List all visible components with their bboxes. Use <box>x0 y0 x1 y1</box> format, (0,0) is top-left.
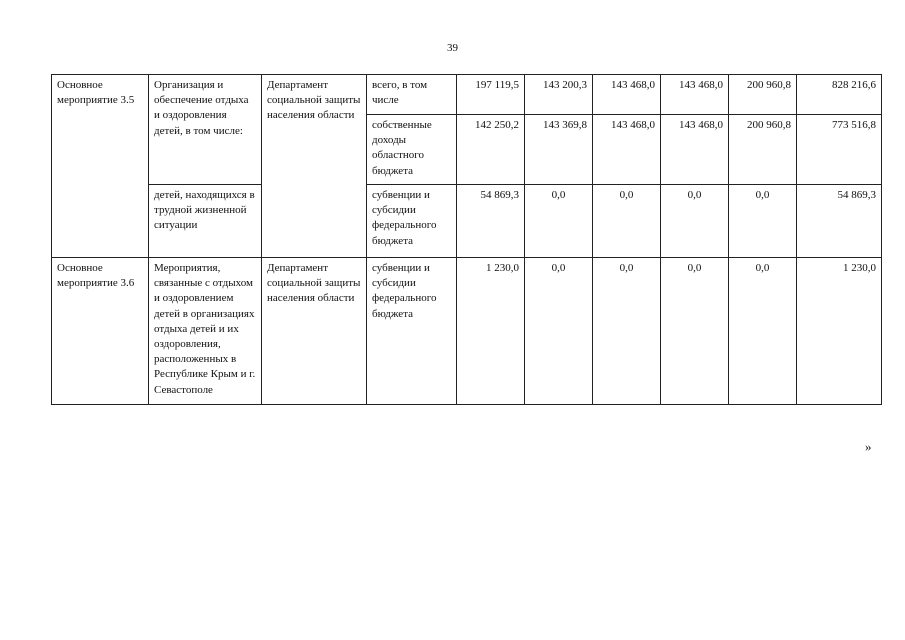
value-cell: 828 216,6 <box>797 75 882 115</box>
table-row <box>52 258 882 405</box>
value-cell: 142 250,2 <box>457 115 525 185</box>
table-row <box>52 185 882 258</box>
activity-cell: Основное мероприятие 3.6 <box>52 258 149 405</box>
value-cell: 143 369,8 <box>525 115 593 185</box>
closing-quote: » <box>865 439 872 454</box>
value-cell: 54 869,3 <box>797 185 882 258</box>
executor-cell: Департамент социальной защиты населения области <box>262 258 367 405</box>
table-row <box>52 75 882 115</box>
activity-name-cell: Организация и обеспечение отдыха и оздоровления детей, в том числе: <box>149 75 262 185</box>
value-cell: 0,0 <box>593 258 661 405</box>
executor-cell: Департамент социальной защиты населения области <box>262 75 367 258</box>
value-cell: 0,0 <box>525 258 593 405</box>
page-number: 39 <box>447 42 458 54</box>
value-cell: 143 468,0 <box>593 115 661 185</box>
value-cell: 143 200,3 <box>525 75 593 115</box>
activity-name-cell: Мероприятия, связанные с отдыхом и оздоровлением детей в организациях отдыха детей и их оздоровления, расположенных в Республике Крым и г. Севастополе <box>149 258 262 405</box>
value-cell: 0,0 <box>729 185 797 258</box>
value-cell: 0,0 <box>661 185 729 258</box>
value-cell: 197 119,5 <box>457 75 525 115</box>
value-cell: 143 468,0 <box>661 115 729 185</box>
value-cell: 200 960,8 <box>729 115 797 185</box>
value-cell: 143 468,0 <box>593 75 661 115</box>
activity-cell: Основное мероприятие 3.5 <box>52 75 149 258</box>
value-cell: 0,0 <box>525 185 593 258</box>
value-cell: 200 960,8 <box>729 75 797 115</box>
value-cell: 0,0 <box>661 258 729 405</box>
funding-source-cell: всего, в том числе <box>367 75 457 115</box>
value-cell: 1 230,0 <box>457 258 525 405</box>
funding-source-cell: субвенции и субсидии федерального бюджета <box>367 185 457 258</box>
value-cell: 1 230,0 <box>797 258 882 405</box>
funding-source-cell: собственные доходы областного бюджета <box>367 115 457 185</box>
activity-name-cell: детей, находящихся в трудной жизненной ситуации <box>149 185 262 258</box>
funding-source-cell: субвенции и субсидии федерального бюджета <box>367 258 457 405</box>
value-cell: 0,0 <box>593 185 661 258</box>
value-cell: 773 516,8 <box>797 115 882 185</box>
value-cell: 0,0 <box>729 258 797 405</box>
value-cell: 54 869,3 <box>457 185 525 258</box>
budget-table <box>51 74 882 405</box>
value-cell: 143 468,0 <box>661 75 729 115</box>
